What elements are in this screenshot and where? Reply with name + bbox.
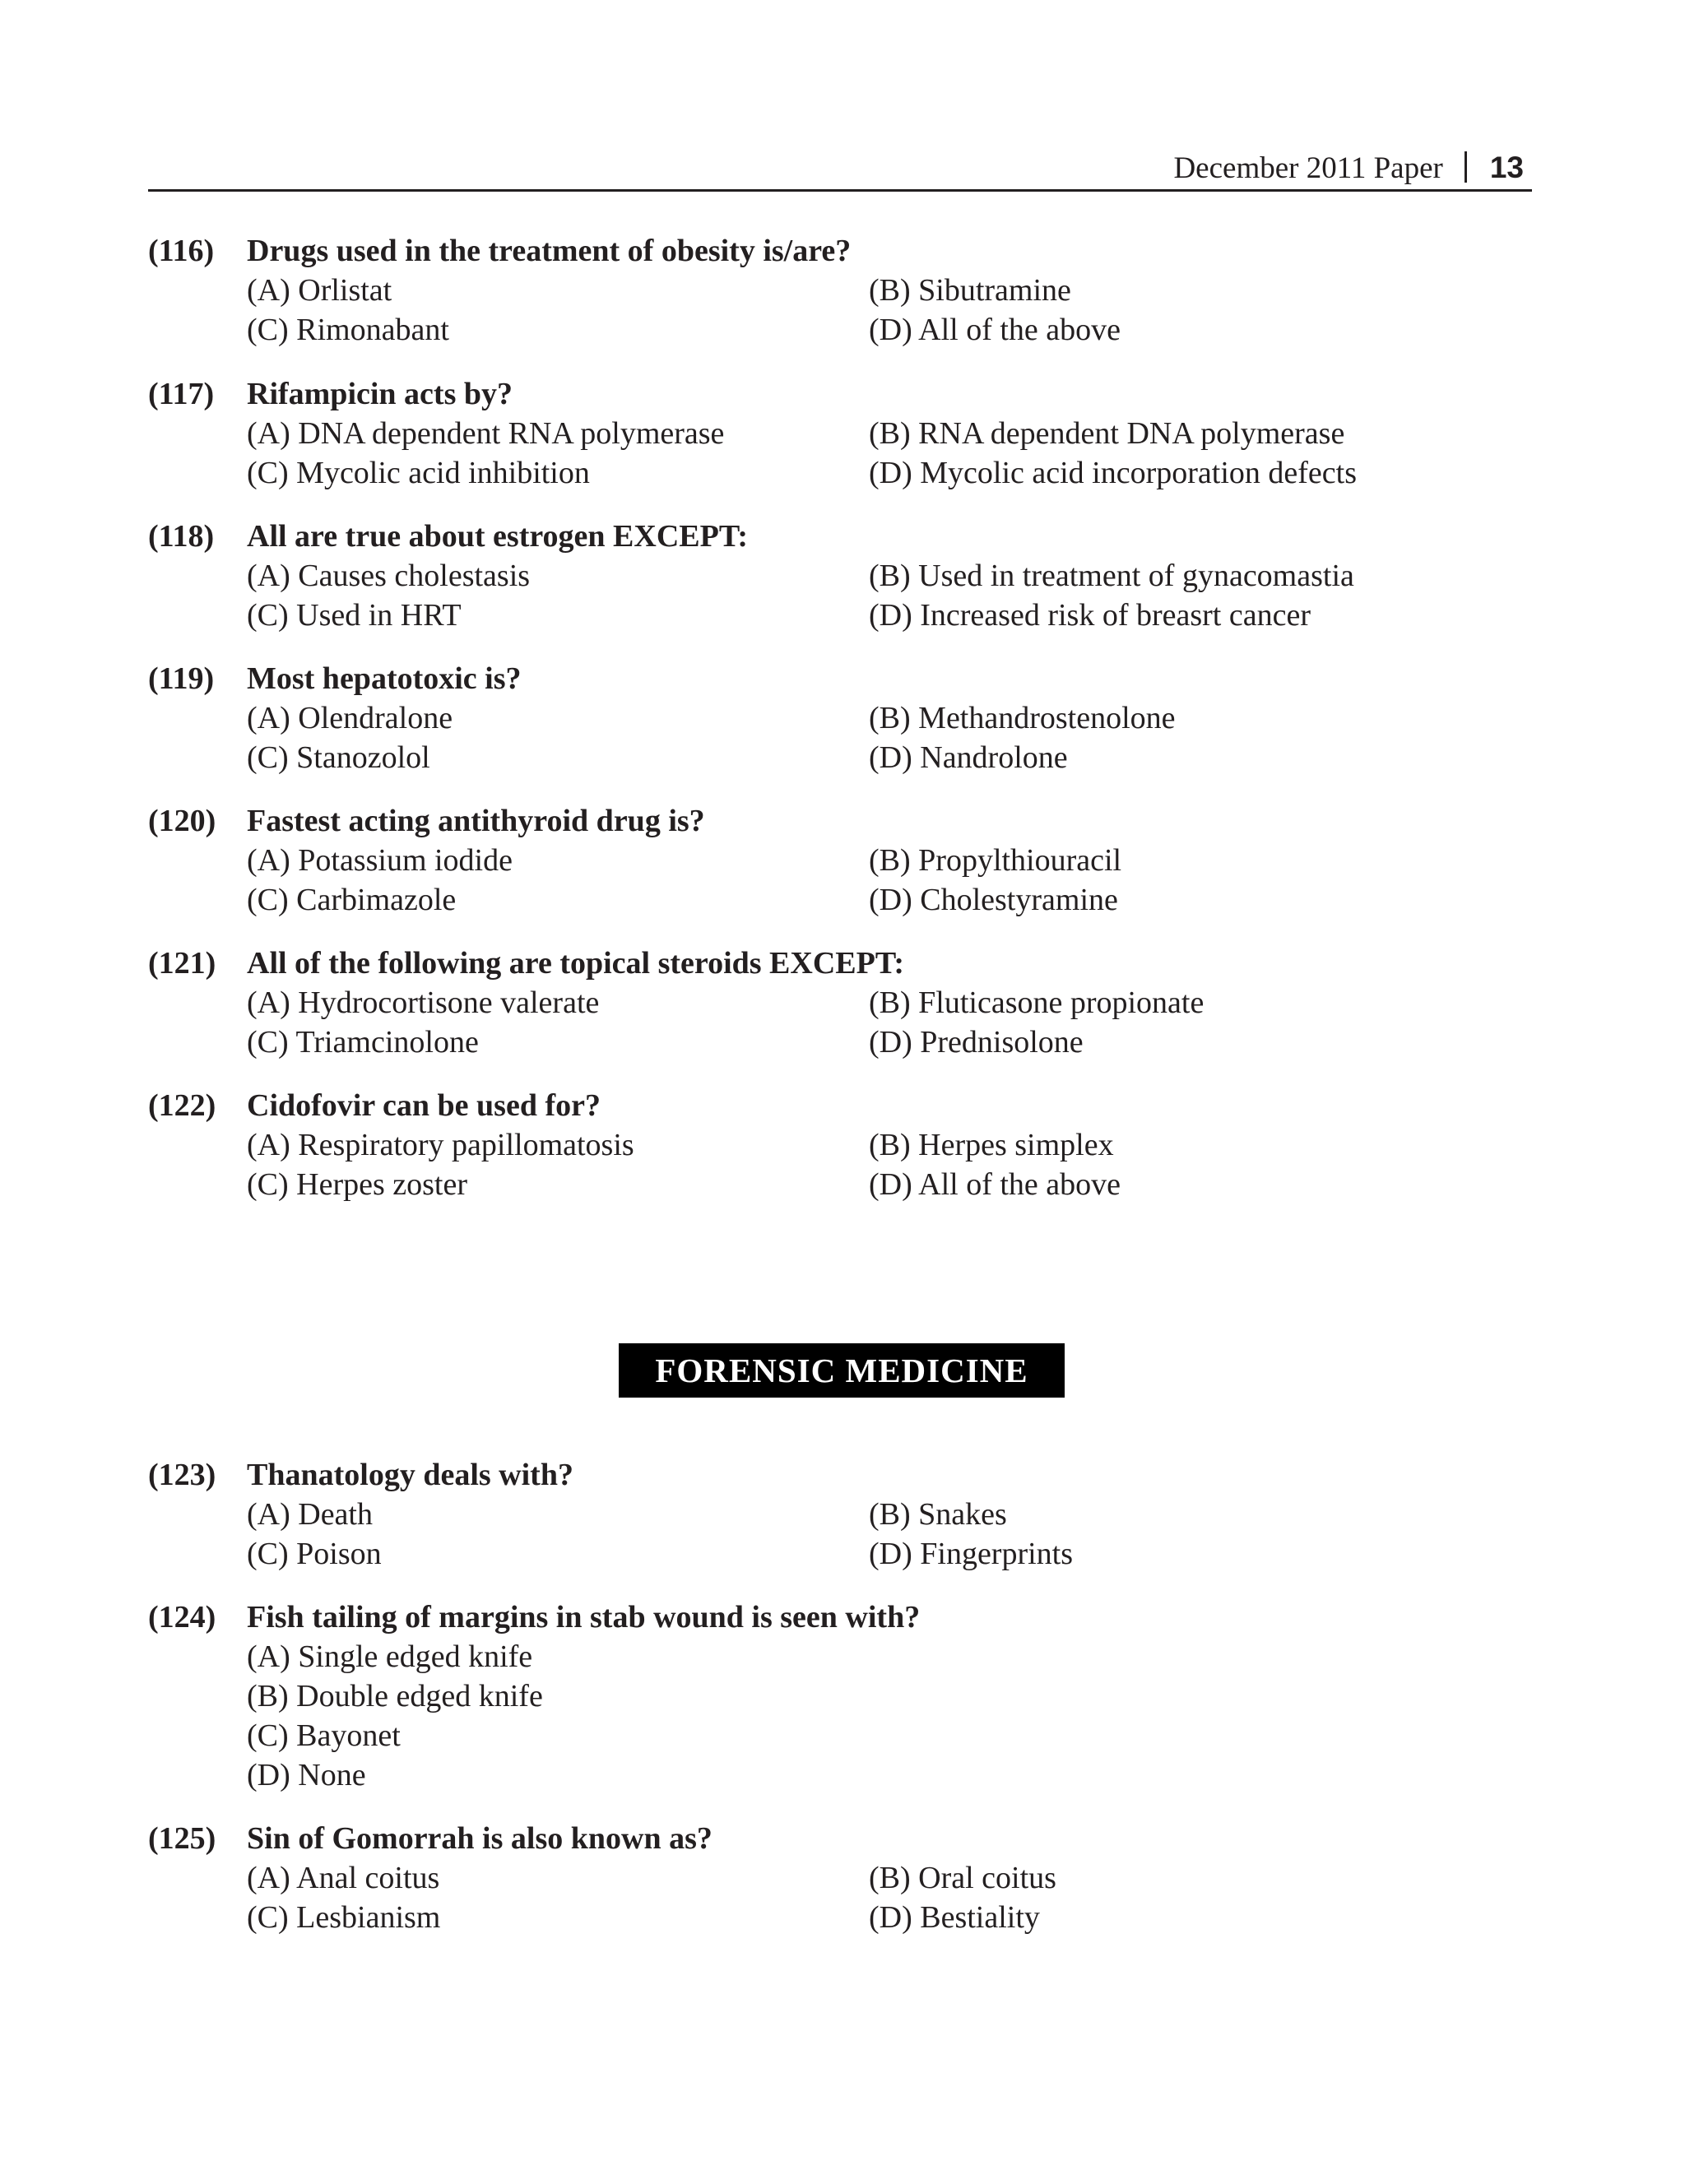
option-c: (C) Used in HRT xyxy=(247,598,462,633)
option-a: (A) Olendralone xyxy=(247,701,453,735)
option-b: (B) Methandrostenolone xyxy=(869,701,1176,735)
option-b: (B) Herpes simplex xyxy=(869,1128,1114,1162)
options xyxy=(247,414,1547,493)
option-d: (D) Nandrolone xyxy=(869,740,1068,775)
option-c: (C) Herpes zoster xyxy=(247,1167,468,1202)
option-c: (C) Lesbianism xyxy=(247,1900,441,1935)
option-b: (B) Double edged knife xyxy=(247,1679,543,1713)
option-d: (D) Cholestyramine xyxy=(869,883,1118,917)
question-number: (118) xyxy=(148,519,215,554)
question-text: All of the following are topical steroids EXCEPT: xyxy=(247,946,905,981)
option-d: (D) Fingerprints xyxy=(869,1537,1074,1571)
option-d: (D) All of the above xyxy=(869,313,1121,347)
option-a: (A) Anal coitus xyxy=(247,1861,440,1895)
option-c: (C) Rimonabant xyxy=(247,313,449,347)
option-a: (A) Causes cholestasis xyxy=(247,559,531,593)
option-d: (D) None xyxy=(247,1758,366,1792)
options xyxy=(247,698,1547,777)
question-number: (123) xyxy=(148,1458,216,1492)
option-c: (C) Triamcinolone xyxy=(247,1025,479,1060)
option-a: (A) DNA dependent RNA polymerase xyxy=(247,416,725,451)
options xyxy=(247,1858,1547,1937)
question-124 xyxy=(148,1597,1547,1795)
section-banner: FORENSIC MEDICINE xyxy=(619,1343,1065,1398)
option-a: (A) Hydrocortisone valerate xyxy=(247,985,600,1020)
header-separator xyxy=(1465,151,1467,183)
question-number: (117) xyxy=(148,377,215,411)
option-c: (C) Stanozolol xyxy=(247,740,430,775)
options xyxy=(247,1637,1547,1795)
option-d: (D) Prednisolone xyxy=(869,1025,1084,1060)
question-text: Cidofovir can be used for? xyxy=(247,1088,601,1123)
question-number: (120) xyxy=(148,804,216,838)
options xyxy=(247,556,1547,635)
question-121 xyxy=(148,944,1547,1062)
option-a: (A) Death xyxy=(247,1497,373,1532)
question-number: (125) xyxy=(148,1821,216,1856)
question-123 xyxy=(148,1455,1547,1574)
option-c: (C) Bayonet xyxy=(247,1718,401,1753)
option-d: (D) Bestiality xyxy=(869,1900,1040,1935)
question-number: (122) xyxy=(148,1088,216,1123)
question-number: (119) xyxy=(148,661,215,696)
option-b: (B) Fluticasone propionate xyxy=(869,985,1205,1020)
question-number: (124) xyxy=(148,1600,216,1635)
option-d: (D) Mycolic acid incorporation defects xyxy=(869,456,1357,490)
option-b: (B) RNA dependent DNA polymerase xyxy=(869,416,1345,451)
question-120 xyxy=(148,801,1547,920)
question-text: Fastest acting antithyroid drug is? xyxy=(247,804,705,838)
question-text: Rifampicin acts by? xyxy=(247,377,513,411)
option-a: (A) Respiratory papillomatosis xyxy=(247,1128,634,1162)
question-text: Thanatology deals with? xyxy=(247,1458,573,1492)
question-text: Drugs used in the treatment of obesity is/are? xyxy=(247,234,852,268)
question-117 xyxy=(148,374,1547,493)
option-b: (B) Used in treatment of gynacomastia xyxy=(869,559,1354,593)
option-a: (A) Orlistat xyxy=(247,273,392,308)
options xyxy=(247,1125,1547,1204)
options xyxy=(247,1495,1547,1574)
question-text: All are true about estrogen EXCEPT: xyxy=(247,519,749,554)
option-a: (A) Single edged knife xyxy=(247,1639,533,1674)
options xyxy=(247,841,1547,920)
option-d: (D) All of the above xyxy=(869,1167,1121,1202)
option-c: (C) Poison xyxy=(247,1537,382,1571)
question-122 xyxy=(148,1086,1547,1204)
option-c: (C) Mycolic acid inhibition xyxy=(247,456,590,490)
option-b: (B) Sibutramine xyxy=(869,273,1071,308)
options xyxy=(247,271,1547,350)
option-a: (A) Potassium iodide xyxy=(247,843,513,878)
paper-title: December 2011 Paper xyxy=(1173,151,1443,185)
option-b: (B) Oral coitus xyxy=(869,1861,1056,1895)
option-b: (B) Propylthiouracil xyxy=(869,843,1122,878)
question-text: Sin of Gomorrah is also known as? xyxy=(247,1821,713,1856)
header-right xyxy=(1173,146,1532,186)
option-b: (B) Snakes xyxy=(869,1497,1007,1532)
question-text: Most hepatotoxic is? xyxy=(247,661,522,696)
question-116 xyxy=(148,231,1547,350)
page-number: 13 xyxy=(1489,151,1524,184)
option-c: (C) Carbimazole xyxy=(247,883,457,917)
question-number: (116) xyxy=(148,234,215,268)
question-125 xyxy=(148,1819,1547,1937)
option-d: (D) Increased risk of breasrt cancer xyxy=(869,598,1311,633)
page-header xyxy=(148,143,1532,192)
question-118 xyxy=(148,517,1547,635)
question-119 xyxy=(148,659,1547,777)
question-text: Fish tailing of margins in stab wound is seen with? xyxy=(247,1600,921,1635)
question-number: (121) xyxy=(148,946,216,981)
options xyxy=(247,983,1547,1062)
